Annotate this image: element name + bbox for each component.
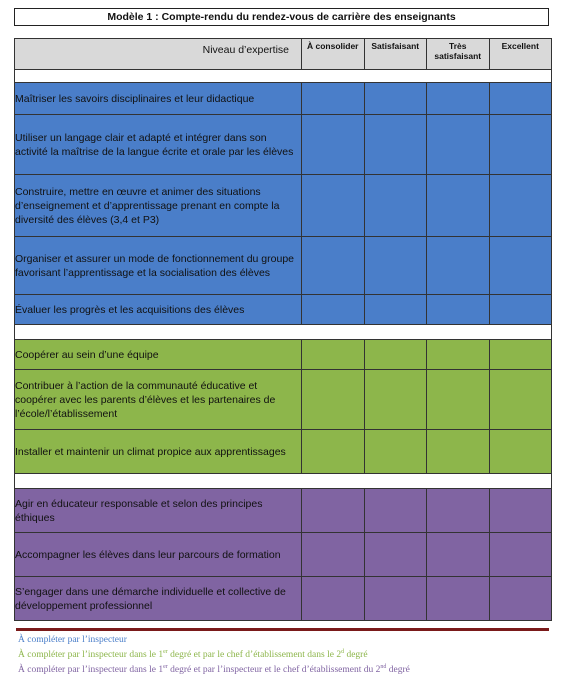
rating-cell[interactable] bbox=[364, 489, 427, 533]
rating-cell[interactable] bbox=[489, 295, 552, 325]
table-bottom-shadow bbox=[16, 628, 549, 631]
rating-cell[interactable] bbox=[489, 237, 552, 295]
group-spacer bbox=[15, 325, 552, 340]
competency-label: Utiliser un langage clair et adapté et intégrer dans son activité la maîtrise de la langue écrite et orale par les élèves bbox=[15, 115, 302, 175]
competency-label: Coopérer au sein d’une équipe bbox=[15, 340, 302, 370]
competency-label: Maîtriser les savoirs disciplinaires et leur didactique bbox=[15, 83, 302, 115]
rating-cell[interactable] bbox=[302, 489, 365, 533]
header-col-satisfaisant: Satisfaisant bbox=[364, 39, 427, 70]
table-row bbox=[15, 340, 552, 370]
rating-cell[interactable] bbox=[489, 340, 552, 370]
competency-label: Accompagner les élèves dans leur parcours de formation bbox=[15, 533, 302, 577]
rating-cell[interactable] bbox=[364, 370, 427, 430]
rating-cell[interactable] bbox=[364, 340, 427, 370]
rating-cell[interactable] bbox=[427, 370, 490, 430]
competency-label: Construire, mettre en œuvre et animer des situations d’enseignement et d’apprentissage prenant en compte la diversité des élèves (3,4 et P3) bbox=[15, 175, 302, 237]
competency-label: Organiser et assurer un mode de fonctionnement du groupe favorisant l’apprentissage et la socialisation des élèves bbox=[15, 237, 302, 295]
legend bbox=[18, 634, 410, 676]
rating-cell[interactable] bbox=[302, 295, 365, 325]
header-col-excellent: Excellent bbox=[489, 39, 552, 70]
rating-cell[interactable] bbox=[427, 430, 490, 474]
rating-cell[interactable] bbox=[427, 115, 490, 175]
competency-label: Agir en éducateur responsable et selon des principes éthiques bbox=[15, 489, 302, 533]
rating-cell[interactable] bbox=[489, 83, 552, 115]
page-title: Modèle 1 : Compte-rendu du rendez-vous de carrière des enseignants bbox=[14, 8, 549, 26]
table-row bbox=[15, 115, 552, 175]
competency-label: Contribuer à l’action de la communauté éducative et coopérer avec les parents d’élèves et les partenaires de l’école/l’établissement bbox=[15, 370, 302, 430]
rating-cell[interactable] bbox=[302, 237, 365, 295]
rating-cell[interactable] bbox=[489, 370, 552, 430]
competency-label: Installer et maintenir un climat propice aux apprentissages bbox=[15, 430, 302, 474]
rating-cell[interactable] bbox=[302, 533, 365, 577]
rating-cell[interactable] bbox=[364, 115, 427, 175]
rating-cell[interactable] bbox=[364, 577, 427, 621]
table-row bbox=[15, 83, 552, 115]
rating-cell[interactable] bbox=[364, 237, 427, 295]
evaluation-table bbox=[14, 38, 552, 621]
header-col-consolider: À consolider bbox=[302, 39, 365, 70]
rating-cell[interactable] bbox=[427, 489, 490, 533]
rating-cell[interactable] bbox=[364, 83, 427, 115]
group-spacer bbox=[15, 474, 552, 489]
rating-cell[interactable] bbox=[302, 175, 365, 237]
rating-cell[interactable] bbox=[302, 83, 365, 115]
rating-cell[interactable] bbox=[489, 489, 552, 533]
rating-cell[interactable] bbox=[302, 430, 365, 474]
rating-cell[interactable] bbox=[302, 577, 365, 621]
rating-cell[interactable] bbox=[489, 115, 552, 175]
table-row bbox=[15, 533, 552, 577]
rating-cell[interactable] bbox=[302, 340, 365, 370]
rating-cell[interactable] bbox=[489, 533, 552, 577]
rating-cell[interactable] bbox=[364, 295, 427, 325]
rating-cell[interactable] bbox=[364, 533, 427, 577]
competency-label: Évaluer les progrès et les acquisitions des élèves bbox=[15, 295, 302, 325]
header-col-tres-satisfaisant: Très satisfaisant bbox=[427, 39, 490, 70]
table-row bbox=[15, 577, 552, 621]
table-row bbox=[15, 489, 552, 533]
rating-cell[interactable] bbox=[489, 577, 552, 621]
legend-blue: À compléter par l’inspecteur bbox=[18, 635, 127, 645]
table-row bbox=[15, 430, 552, 474]
table-row bbox=[15, 370, 552, 430]
legend-green: À compléter par l’inspecteur dans le 1er degré et par le chef d’établissement dans le 2$^d$ degré bbox=[18, 649, 368, 661]
rating-cell[interactable] bbox=[302, 115, 365, 175]
rating-cell[interactable] bbox=[427, 83, 490, 115]
table-row bbox=[15, 175, 552, 237]
rating-cell[interactable] bbox=[364, 430, 427, 474]
table-header-row bbox=[15, 39, 552, 70]
rating-cell[interactable] bbox=[489, 175, 552, 237]
rating-cell[interactable] bbox=[489, 430, 552, 474]
rating-cell[interactable] bbox=[302, 370, 365, 430]
rating-cell[interactable] bbox=[427, 533, 490, 577]
table-row bbox=[15, 237, 552, 295]
rating-cell[interactable] bbox=[427, 295, 490, 325]
rating-cell[interactable] bbox=[427, 577, 490, 621]
rating-cell[interactable] bbox=[427, 340, 490, 370]
legend-purple: À compléter par l’inspecteur dans le 1er degré et par l’inspecteur et le chef d’établissement du 2nd degré bbox=[18, 664, 410, 676]
header-level-label: Niveau d’expertise bbox=[15, 39, 302, 70]
competency-label: S’engager dans une démarche individuelle et collective de développement professionnel bbox=[15, 577, 302, 621]
table-row bbox=[15, 295, 552, 325]
rating-cell[interactable] bbox=[427, 237, 490, 295]
group-spacer bbox=[15, 70, 552, 83]
rating-cell[interactable] bbox=[364, 175, 427, 237]
rating-cell[interactable] bbox=[427, 175, 490, 237]
